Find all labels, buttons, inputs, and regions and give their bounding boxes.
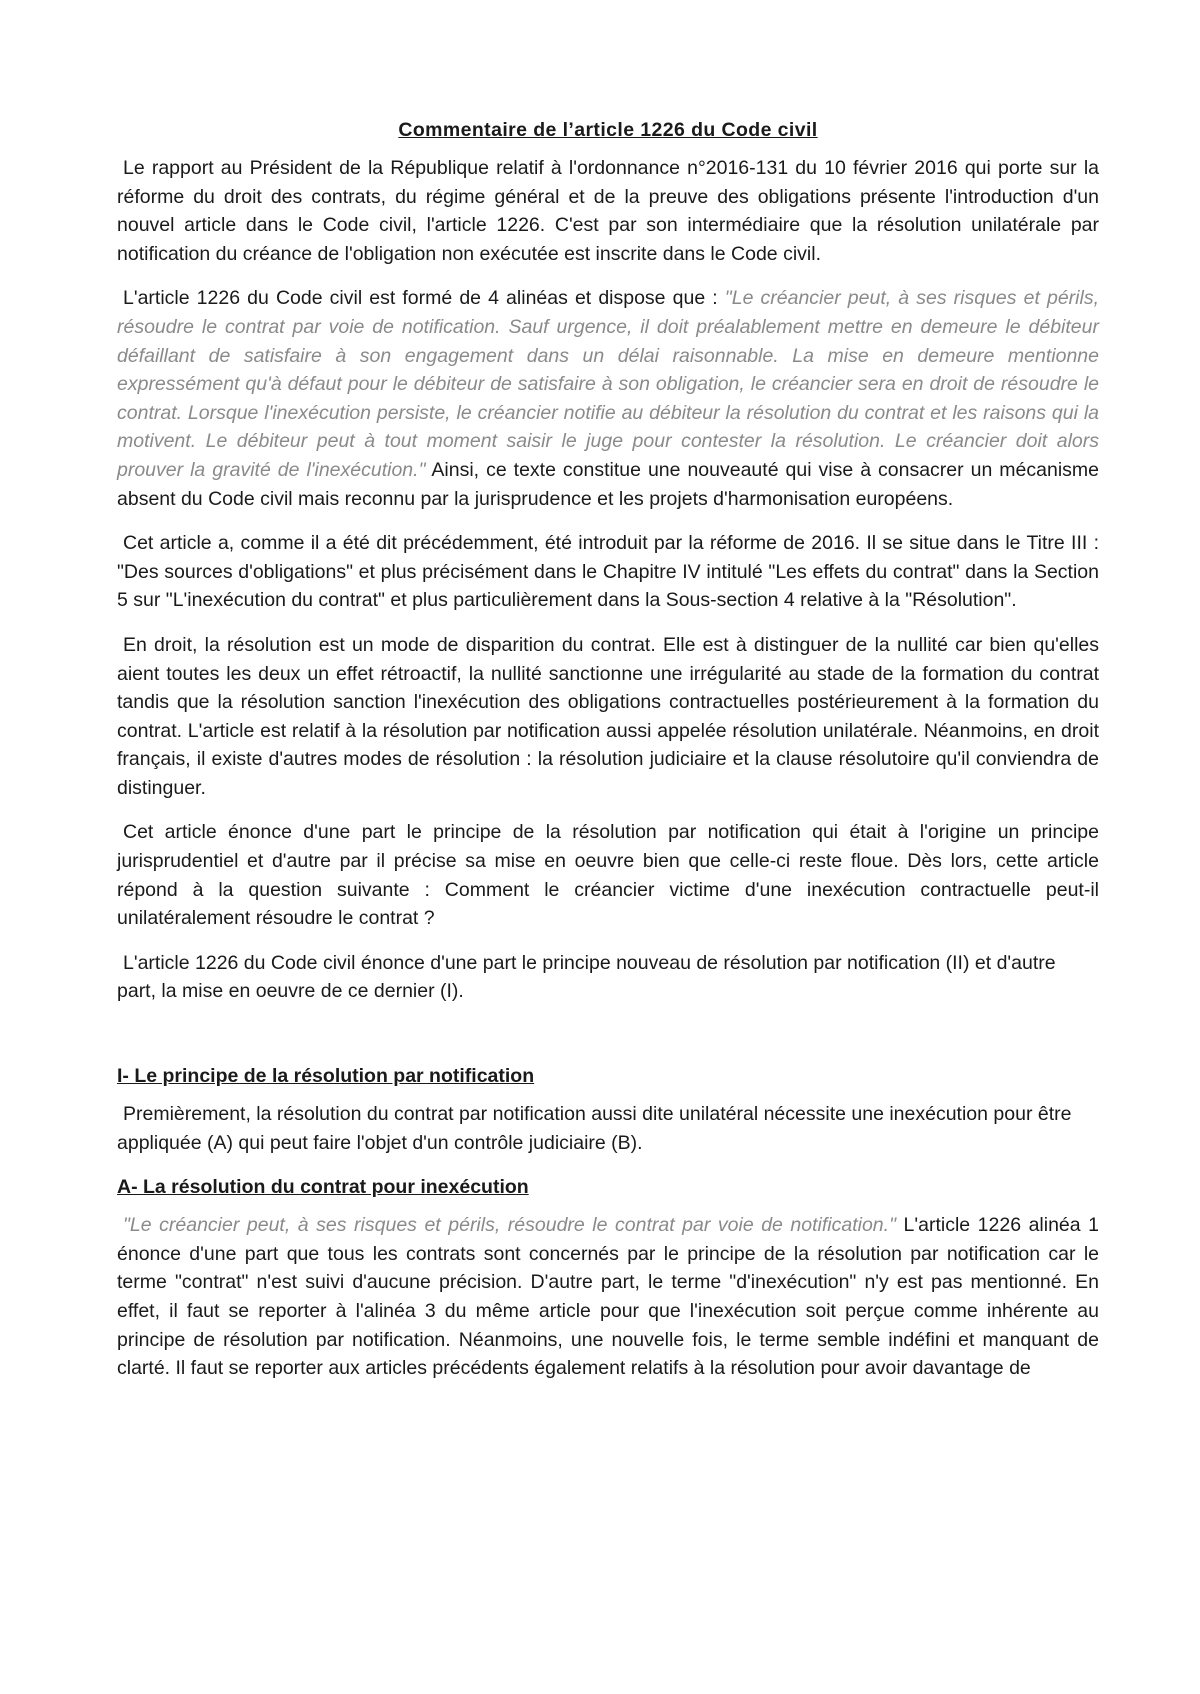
paragraph-plan bbox=[117, 949, 1099, 1006]
paragraph-section-intro-text: Premièrement, la résolution du contrat par notification aussi dite unilatéral nécessite une inexécution pour être appliquée (A) qui peut faire l'objet d'un contrôle judiciaire (B). bbox=[117, 1103, 1072, 1154]
article-quote: "Le créancier peut, à ses risques et périls, résoudre le contrat par voie de notification. Sauf urgence, il doit préalablement mettre en demeure le débiteur défaillant de satisfaire à son engagement dans un délai raisonnable. La mise en demeure mentionne expressément qu'à défaut pour le débiteur de satisfaire à son obligation, le créancier sera en droit de résoudre le contrat. Lorsque l'inexécution persiste, le créancier notifie au débiteur la résolution du contrat et les raisons qui la motivent. Le débiteur peut à tout moment saisir le juge pour contester la résolution. Le créancier doit alors prouver la gravité de l'inexécution." bbox=[117, 287, 1100, 481]
paragraph-context bbox=[117, 529, 1099, 615]
document-page bbox=[117, 110, 1099, 1399]
paragraph-section-intro bbox=[117, 1100, 1099, 1157]
subsection-heading-a: A- La résolution du contrat pour inexécution bbox=[117, 1176, 529, 1199]
paragraph-plan-text: L'article 1226 du Code civil énonce d'une part le principe nouveau de résolution par notification (II) et d'autre part, la mise en oeuvre de ce dernier (I). bbox=[117, 951, 1056, 1003]
subsection-quote: "Le créancier peut, à ses risques et périls, résoudre le contrat par voie de notification." bbox=[123, 1214, 896, 1237]
paragraph-intro bbox=[117, 154, 1099, 268]
paragraph-intro-text: Le rapport au Président de la République relatif à l'ordonnance n°2016-131 du 10 février 2016 qui porte sur la réforme du droit des contrats, du régime général et de la preuve des obligations présente l'introduction d'un nouvel article dans le Code civil, l'article 1226. C'est par son intermédiaire que la résolution unilatérale par notification du créance de l'obligation non exécutée est inscrite dans le Code civil. bbox=[117, 157, 1099, 265]
paragraph-subsection-a bbox=[117, 1211, 1099, 1383]
paragraph-subsection-a-text: L'article 1226 alinéa 1 énonce d'une part que tous les contrats sont concernés par le principe de la résolution par notification car le terme "contrat" n'est suivi d'aucune précision. D'autre part, le terme "d'inexécution" n'y est pas mentionné. En effet, il faut se reporter à l'alinéa 3 du même article pour que l'inexécution soit perçue comme inhérente au principe de résolution par notification. Néanmoins, une nouvelle fois, le terme semble indéfini et manquant de clarté. Il faut se reporter aux articles précédents également relatifs à la résolution pour avoir davantage de bbox=[117, 1214, 1099, 1380]
paragraph-problematic bbox=[117, 818, 1099, 932]
paragraph-context-text: Cet article a, comme il a été dit précédemment, été introduit par la réforme de 2016. Il se situe dans le Titre III : "Des sources d'obligations" et plus précisément dans le Chapitre IV intitulé "Les effets du contrat" dans la Section 5 sur "L'inexécution du contrat" et plus particulièrement dans la Sous-section 4 relative à la "Résolution". bbox=[117, 532, 1099, 612]
section-heading-1: I- Le principe de la résolution par notification bbox=[117, 1065, 535, 1088]
paragraph-article-rest: Ainsi, ce texte constitue une nouveauté qui vise à consacrer un mécanisme absent du Code civil mais reconnu par la jurisprudence et les projets d'harmonisation européens. bbox=[117, 458, 1099, 510]
paragraph-article-text bbox=[117, 284, 1099, 513]
document-title: Commentaire de l’article 1226 du Code civil bbox=[398, 119, 818, 141]
paragraph-problematic-text: Cet article énonce d'une part le principe de la résolution par notification qui était à l'origine un principe jurisprudentiel et d'autre par il précise sa mise en oeuvre bien que celle-ci reste floue. Dès lors, cette article répond à la question suivante : Comment le créancier victime d'une inexécution contractuelle peut-il unilatéralement résoudre le contrat ? bbox=[117, 821, 1099, 930]
paragraph-definition bbox=[117, 631, 1099, 803]
paragraph-article-intro: L'article 1226 du Code civil est formé de 4 alinéas et dispose que : bbox=[123, 287, 725, 310]
paragraph-definition-text: En droit, la résolution est un mode de disparition du contrat. Elle est à distinguer de la nullité car bien qu'elles aient toutes les deux un effet rétroactif, la nullité sanctionne une irrégularité au stade de la formation du contrat tandis que la résolution sanction l'inexécution des obligations contractuelles postérieurement à la formation du contrat. L'article est relatif à la résolution par notification aussi appelée résolution unilatérale. Néanmoins, en droit français, il existe d'autres modes de résolution : la résolution judiciaire et la clause résolutoire qu'il conviendra de distinguer. bbox=[117, 633, 1099, 799]
